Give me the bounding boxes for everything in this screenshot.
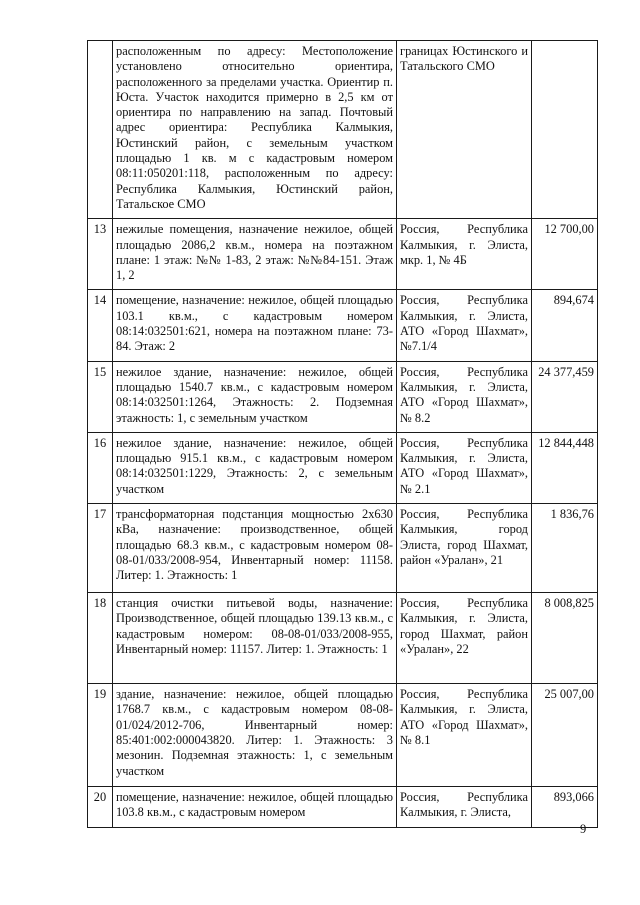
table-row	[88, 290, 598, 361]
row-number: 17	[88, 504, 113, 593]
row-number: 20	[88, 787, 113, 828]
row-number: 13	[88, 219, 113, 290]
row-address: Россия, Республика Калмыкия, г. Элиста, АТО «Город Шахмат», №7.1/4	[397, 290, 532, 361]
row-description: трансформаторная подстанция мощностью 2х630 кВа, назначение: производственное, общей площадью 68.3 кв.м., с кадастровым номером 08-08-01/033/2008-954, Инвентарный номер: 11158. Литер: 1. Этажность: 1	[113, 504, 397, 593]
row-value: 1 836,76	[532, 504, 598, 593]
row-description: помещение, назначение: нежилое, общей площадью 103.8 кв.м., с кадастровым номером	[113, 787, 397, 828]
row-value: 894,674	[532, 290, 598, 361]
table-row	[88, 361, 598, 432]
row-number	[88, 41, 113, 219]
row-description: помещение, назначение: нежилое, общей площадью 103.1 кв.м., с кадастровым номером 08:14:032501:621, номера на поэтажном плане: 73-84. Этаж: 2	[113, 290, 397, 361]
row-description: нежилое здание, назначение: нежилое, общей площадью 1540.7 кв.м., с кадастровым номером 08:14:032501:1264, Этажность: 2. Подземная этажность: 1, с земельным участком	[113, 361, 397, 432]
table-row	[88, 684, 598, 787]
page-number: 9	[580, 822, 587, 836]
row-number: 16	[88, 432, 113, 503]
row-value: 12 700,00	[532, 219, 598, 290]
table-row	[88, 787, 598, 828]
table-row	[88, 504, 598, 593]
row-description: здание, назначение: нежилое, общей площадью 1768.7 кв.м., с кадастровым номером 08-08-01/024/2012-706, Инвентарный номер: 85:401:002:000043820. Литер: 1. Этажность: 3 мезонин. Подземная этажность: 1, с земельным участком	[113, 684, 397, 787]
row-address: Россия, Республика Калмыкия, г. Элиста, АТО «Город Шахмат», № 8.2	[397, 361, 532, 432]
row-value: 893,066	[532, 787, 598, 828]
row-address: Россия, Республика Калмыкия, г. Элиста, мкр. 1, № 4Б	[397, 219, 532, 290]
row-description: нежилое здание, назначение: нежилое, общей площадью 915.1 кв.м., с кадастровым номером 08:14:032501:1229, Этажность: 2, с земельным участком	[113, 432, 397, 503]
table-row	[88, 219, 598, 290]
row-value: 25 007,00	[532, 684, 598, 787]
row-address: границах Юстинского и Татальского СМО	[397, 41, 532, 219]
table-row	[88, 432, 598, 503]
row-description: нежилые помещения, назначение нежилое, общей площадью 2086,2 кв.м., номера на поэтажном плане: 1 этаж: №№ 1-83, 2 этаж: №№84-151. Этаж 1, 2	[113, 219, 397, 290]
row-value: 24 377,459	[532, 361, 598, 432]
table-row	[88, 41, 598, 219]
row-number: 14	[88, 290, 113, 361]
row-description: расположенным по адресу: Местоположение установлено относительно ориентира, расположенного за пределами участка. Ориентир п. Юста. Участок находится примерно в 2,5 км от ориентира по направлению на запад. Почтовый адрес ориентира: Республика Калмыкия, Юстинский район, с земельным участком площадью 1 кв. м с кадастровым номером 08:11:050201:118, расположенным по адресу: Республика Калмыкия, Юстинский район, Татальское СМО	[113, 41, 397, 219]
row-address: Россия, Республика Калмыкия, г. Элиста, АТО «Город Шахмат», № 8.1	[397, 684, 532, 787]
row-address: Россия, Республика Калмыкия, город Элиста, город Шахмат, район «Уралан», 21	[397, 504, 532, 593]
row-address: Россия, Республика Калмыкия, г. Элиста, город Шахмат, район «Уралан», 22	[397, 593, 532, 684]
property-table	[87, 40, 598, 828]
row-number: 18	[88, 593, 113, 684]
row-address: Россия, Республика Калмыкия, г. Элиста, АТО «Город Шахмат», № 2.1	[397, 432, 532, 503]
row-number: 19	[88, 684, 113, 787]
row-number: 15	[88, 361, 113, 432]
row-value: 8 008,825	[532, 593, 598, 684]
row-value: 12 844,448	[532, 432, 598, 503]
table-row	[88, 593, 598, 684]
row-address: Россия, Республика Калмыкия, г. Элиста,	[397, 787, 532, 828]
row-value	[532, 41, 598, 219]
row-description: станция очистки питьевой воды, назначение: Производственное, общей площадью 139.13 кв.м., с кадастровым номером: 08-08-01/033/2008-955, Инвентарный номер: 11157. Литер: 1. Этажность: 1	[113, 593, 397, 684]
